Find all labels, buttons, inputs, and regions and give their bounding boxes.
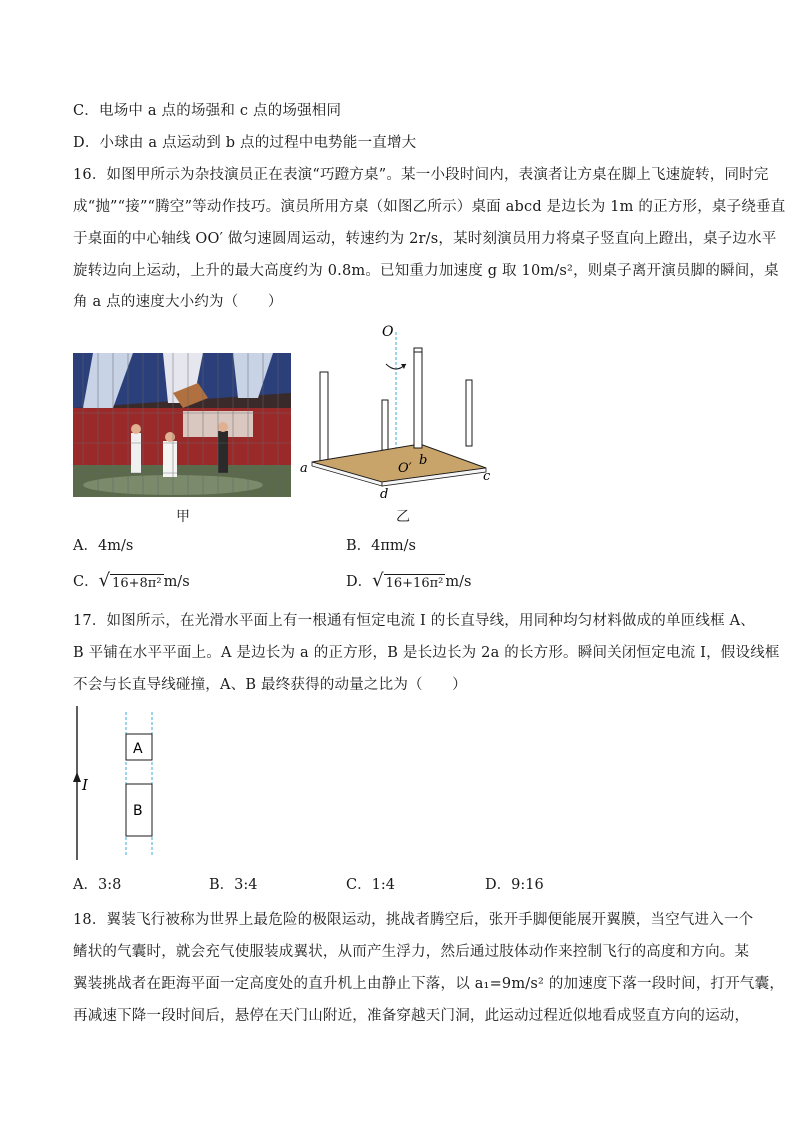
q17-option-a: A．3:8 xyxy=(73,877,122,893)
q16-option-c-prefix: C． xyxy=(73,574,99,590)
q16-option-c-radicand: 16+8π² xyxy=(112,576,162,591)
label-c: c xyxy=(483,469,491,484)
label-frame-a: A xyxy=(133,741,143,757)
q16-option-d-prefix: D． xyxy=(346,574,373,590)
q16-option-b: B．4πm/s xyxy=(346,538,416,554)
q16-text-line4: 旋转边向上运动，上升的最大高度约为 0.8m。已知重力加速度 g 取 10m/s²，则桌子离开演员脚的瞬间，桌 xyxy=(73,263,779,279)
q17-option-c: C．1:4 xyxy=(346,877,395,893)
caption-jia: 甲 xyxy=(176,509,190,525)
label-a: a xyxy=(300,461,308,476)
label-i: I xyxy=(82,776,88,794)
label-frame-b: B xyxy=(133,803,143,819)
q18-text-line1: 18．翼装飞行被称为世界上最危险的极限运动，挑战者腾空后，张开手脚便能展开翼膜，当空气进入一个 xyxy=(73,912,754,928)
option-c-prev: C．电场中 a 点的场强和 c 点的场强相同 xyxy=(73,103,342,119)
sqrt-d: √ 16+16π² xyxy=(372,570,444,591)
q18-text-line4: 再减速下降一段时间后，悬停在天门山附近，准备穿越天门洞，此运动过程近似地看成竖直方向的运动， xyxy=(73,1008,750,1024)
q16-option-d-unit: m/s xyxy=(445,574,472,590)
q17-option-b: B．3:4 xyxy=(209,877,258,893)
wire-frame-diagram xyxy=(68,704,168,864)
q16-option-c-unit: m/s xyxy=(163,574,190,590)
circus-photo xyxy=(73,353,291,497)
table-diagram xyxy=(300,322,500,504)
label-d: d xyxy=(380,487,389,502)
caption-yi: 乙 xyxy=(396,509,410,525)
label-o: O xyxy=(382,324,394,340)
q16-text-line2: 成“抛”“接”“腾空”等动作技巧。演员所用方桌（如图乙所示）桌面 abcd 是边长为 1m 的正方形，桌子绕垂直 xyxy=(73,199,786,215)
q17-option-d: D．9:16 xyxy=(485,877,544,893)
q16-text-line5: 角 a 点的速度大小约为（ ） xyxy=(73,294,283,310)
q16-text-line1: 16．如图甲所示为杂技演员正在表演“巧蹬方桌”。某一小段时间内，表演者让方桌在脚上飞速旋转，同时完 xyxy=(73,167,769,183)
q17-text-line3: 不会与长直导线碰撞，A、B 最终获得的动量之比为（ ） xyxy=(73,677,467,693)
sqrt-c: √ 16+8π² xyxy=(98,570,162,591)
q17-text-line1: 17．如图所示，在光滑水平面上有一根通有恒定电流 I 的长直导线，用同种均匀材料做成的单匝线框 A、 xyxy=(73,613,755,629)
q16-option-d xyxy=(346,572,471,592)
label-o-prime: O′ xyxy=(398,461,412,476)
q18-text-line2: 鳍状的气囊时，就会充气使服装成翼状，从而产生浮力，然后通过肢体动作来控制飞行的高度和方向。某 xyxy=(73,944,750,960)
q16-text-line3: 于桌面的中心轴线 OO′ 做匀速圆周运动，转速约为 2r/s，某时刻演员用力将桌子竖直向上蹬出，桌子边水平 xyxy=(73,231,777,247)
q16-option-d-radicand: 16+16π² xyxy=(385,576,444,591)
label-b: b xyxy=(419,453,428,468)
option-d-prev: D．小球由 a 点运动到 b 点的过程中电势能一直增大 xyxy=(73,135,417,151)
q16-option-c xyxy=(73,572,190,592)
q18-text-line3: 翼装挑战者在距海平面一定高度处的直升机上由静止下落，以 a₁=9m/s² 的加速度下落一段时间，打开气囊， xyxy=(73,976,785,992)
q16-option-a: A．4m/s xyxy=(73,538,134,554)
q17-text-line2: B 平铺在水平平面上。A 是边长为 a 的正方形，B 是长边长为 2a 的长方形。瞬间关闭恒定电流 I，假设线框 xyxy=(73,645,780,661)
